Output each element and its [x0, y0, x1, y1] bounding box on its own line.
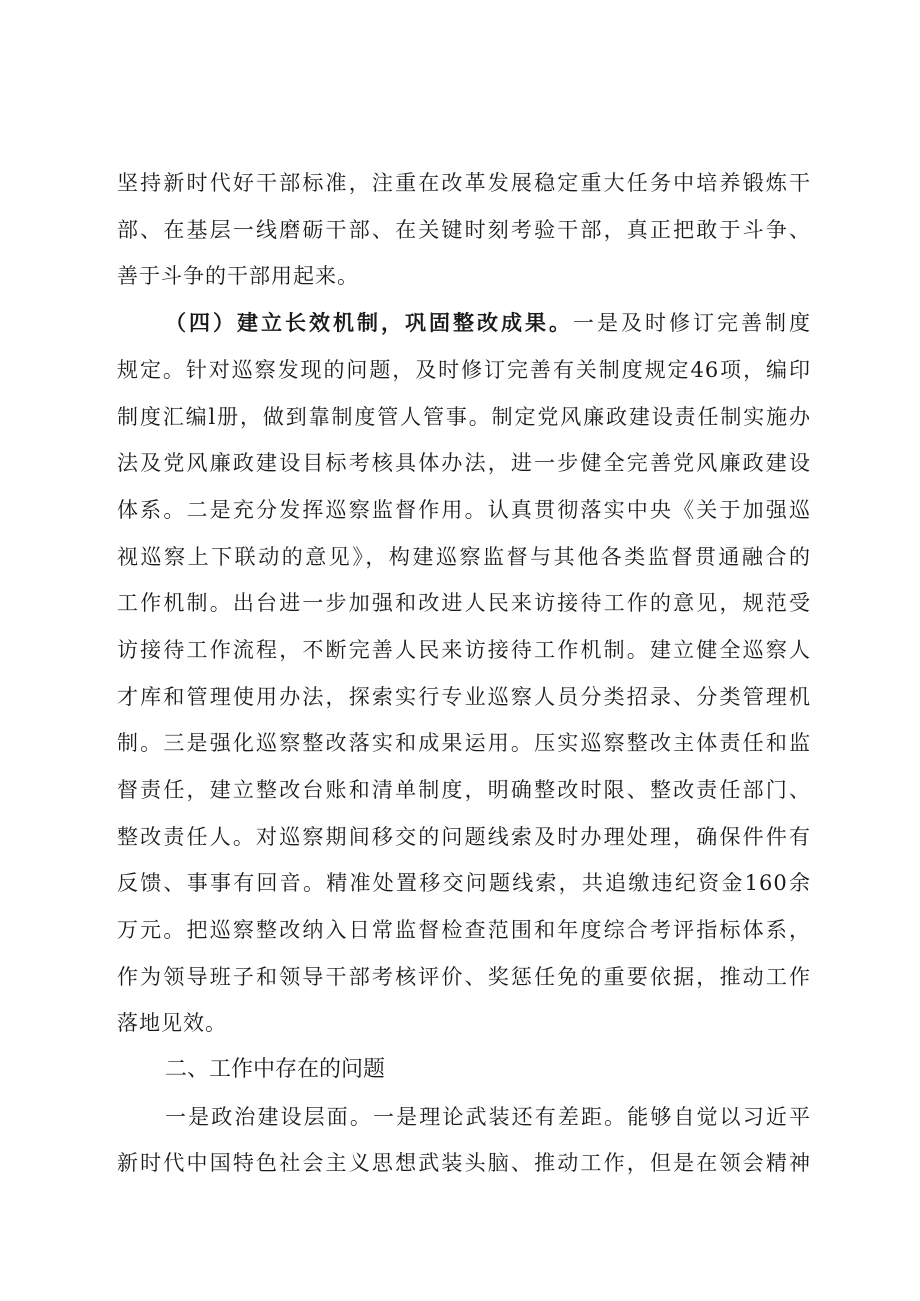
text-line: 视巡察上下联动的意见》，构建巡察监督与其他各类监督贯通融合的 [117, 545, 811, 569]
text-line: 才库和管理使用办法，探索实行专业巡察人员分类招录、分类管理机 [117, 685, 811, 709]
text-line: 反馈、事事有回音。精准处置移交问题线索，共追缴违纪资金160余 [117, 871, 811, 895]
text-line: 新时代中国特色社会主义思想武装头脑、推动工作，但是在领会精神 [117, 1151, 811, 1175]
text-line: 落地见效。 [117, 1011, 227, 1035]
text-line: 体系。二是充分发挥巡察监督作用。认真贯彻落实中央《关于加强巡 [117, 498, 811, 522]
text-line: 法及党风廉政建设目标考核具体办法，进一步健全完善党风廉政建设 [117, 451, 811, 475]
text-line: 善于斗争的干部用起来。 [117, 264, 359, 288]
text-line: 制度汇编l册，做到靠制度管人管事。制定党风廉政建设责任制实施办 [117, 405, 811, 429]
text-line-rest: 一是及时修订完善制度 [573, 311, 811, 335]
text-line: 万元。把巡察整改纳入日常监督检查范围和年度综合考评指标体系， [117, 918, 811, 942]
text-line: 整改责任人。对巡察期间移交的问题线索及时办理处理，确保件件有 [117, 825, 811, 849]
paragraph-heading: （四）建立长效机制，巩固整改成果。 [165, 310, 573, 335]
text-line: 规定。针对巡察发现的问题，及时修订完善有关制度规定46项，编印 [117, 358, 811, 382]
text-line: 作为领导班子和领导干部考核评价、奖惩任免的重要依据，推动工作 [117, 965, 811, 989]
section-heading: 二、工作中存在的问题 [165, 1057, 386, 1082]
text-line: 访接待工作流程，不断完善人民来访接待工作机制。建立健全巡察人 [117, 638, 811, 662]
paragraph-first-line [165, 301, 811, 345]
text-line: 制。三是强化巡察整改落实和成果运用。压实巡察整改主体责任和监 [117, 731, 811, 755]
text-line: 督责任，建立整改台账和清单制度，明确整改时限、整改责任部门、 [117, 778, 811, 802]
text-line: 坚持新时代好干部标准，注重在改革发展稳定重大任务中培养锻炼干 [117, 171, 811, 195]
text-line: 一是政治建设层面。一是理论武装还有差距。能够自觉以习近平 [165, 1105, 811, 1129]
text-line: 部、在基层一线磨砺干部、在关键时刻考验干部，真正把敢于斗争、 [117, 218, 811, 242]
text-line: 工作机制。出台进一步加强和改进人民来访接待工作的意见，规范受 [117, 591, 811, 615]
